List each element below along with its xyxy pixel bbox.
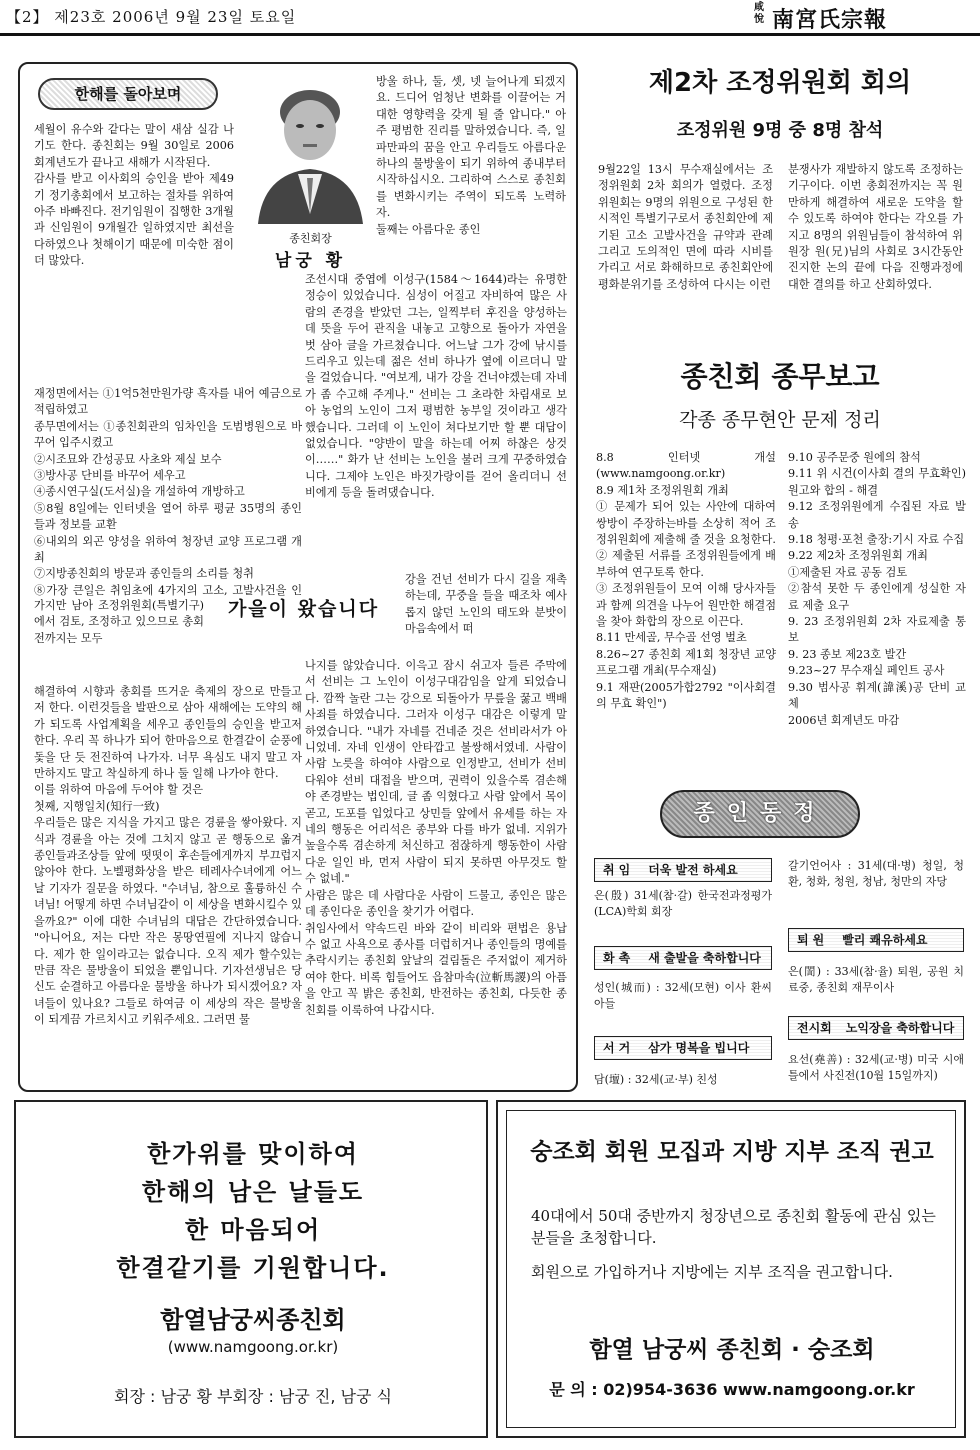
news-box-appointment xyxy=(594,858,772,882)
essay-column-1a xyxy=(34,122,234,384)
paragraph: 가지만 남아 조정위원회(특별기구)에서 검토, 조정하고 있으므로 총회전까지는 모두 xyxy=(34,599,204,645)
news-value: 새 출발을 축하합니다 xyxy=(648,951,761,965)
author-name: 남궁 황 xyxy=(274,251,347,271)
essay-subtitle: 가을이 왔습니다 xyxy=(227,598,380,620)
paragraph: 첫째, 지행일치(知行一致) xyxy=(34,799,160,813)
list-item: ②참석 못한 두 종인에게 성실한 자료 제출 요구 xyxy=(788,582,966,612)
ad-recruitment-inner xyxy=(506,1110,956,1428)
ad-recruitment xyxy=(496,1100,966,1438)
portrait-image xyxy=(248,74,373,224)
list-item: ①제출된 자료 공동 검토 xyxy=(788,565,908,579)
news-text-appointment: 은(殷) 31세(참·갈) 한국전과정평가(LCA)학회 회장 xyxy=(594,889,772,919)
paragraph: 감사를 받고 이사회의 승인을 받아 제49기 정기총회에서 보고하는 절차를 위하여 아주 바빠진다. 전기임원이 집행한 3개월과 신임원이 9개월간 일하였지만 최선을 다하였으나 첫해이기 때문에 미숙한 점이 더 많았다. xyxy=(34,172,234,268)
article1-column-b: 분쟁사가 재발하지 않도록 조정하는 기구이다. 이번 총회전까지는 꼭 원만하게 해결하여 새로운 도약을 할 수 있도록 하여야 한다는 각오를 가지고 8명의 위원님들이 참석하여 위원장 원(兄)님의 사회로 3시간동안 진지한 논의 끝에 다음 진행과정에 대한 결의를 하고 산회하였다. xyxy=(788,163,963,291)
author-role: 종친회장 xyxy=(289,232,332,245)
paragraph: 조선시대 중엽에 이성구(1584～1644)라는 유명한 정승이 있었습니다. 심성이 어질고 자비하여 많은 사람의 존경을 받았던 그는, 일찍부터 후진을 양성하는 데 뜻을 두어 관직을 내놓고 고향으로 돌아가 자연을 벗 삼아 글을 가르쳤습니다. 어느날 그가 강에 낚시를 드리우고 있는데 젊은 선비 하나가 옆에 이르더니 말을 걸었습니다. "여보게, 내가 강을 건너야겠는데 자네가 좀 수고해 주게나." 선비는 그 초라한 차림새로 보아 농업의 노인이 그저 평범한 농부일 것이라고 생각했습니다. 그러데 이 노인이 쳐다보기만 할 뿐 대답이 없었습니다. "양반이 말을 하는데 어찌 하찮은 상것이……" 화가 난 선비는 노인을 불러 크게 꾸중하였습니다. 그제야 노인은 바짓가랑이를 걷어 올리더니 선비에게 등을 돌려댔습니다. xyxy=(305,273,567,500)
essay-box xyxy=(18,62,578,1092)
ad-paragraph: 회원으로 가입하거나 지방에는 지부 조직을 권고합니다. xyxy=(531,1263,893,1281)
news-box-obituary xyxy=(594,1036,772,1060)
news-value: 빨리 쾌유하세요 xyxy=(842,933,928,947)
paragraph: ④종시연구실(도서실)을 개설하여 개방하고 xyxy=(34,485,245,499)
paragraph: 우리들은 많은 지식을 가지고 많은 경륜을 쌓아왔다. 지식과 경륜을 아는 것에 그치지 않고 곧 행동으로 옮겨 종인들과조상들 앞에 떳떳이 후손들에게까지 부끄럽지 않아야 한다. 노벨평화상을 받은 테레사수녀에게 어느날 기자가 질문을 하였다. "수녀님, 참으로 훌륭하신 수녀님! 어떻게 하면 수녀님같이 이 세상을 변화시킬수 있을까요?" 이에 대한 수녀님의 대답은 간단하였습니다. "아니어요, 저는 다만 작은 몽땅연필에 지나지 않습니다. 제가 한 일이라고는 없습니다. 오직 제가 할수있는 만큼 작은 물방울이 되었을 뿐입니다. 기자선생님은 당신도 순결하고 아름다운 물방울 하나가 되시겠어요? 자녀들이 있나요? 그들로 하여금 이 세상의 작은 물방울이 되게끔 가르치시고 키워주세요. 그러면 물 xyxy=(34,816,302,1027)
ad-officers: 회장 : 남궁 황 부회장 : 남궁 진, 남궁 식 xyxy=(113,1387,393,1406)
news-box-wedding xyxy=(594,946,772,970)
paragraph: 방울 하나, 둘, 셋, 넷 늘어나게 되겠지요. 드디어 엄청난 변화를 이끌어는 거대한 영향력을 갖게 될 줄 압니다." 아주 평범한 진리를 말하였습니다. 즉, 일파만파의 꿈을 안고 우리들도 아름다운 하나의 물방울이 되기 위하여 종내부터 시작하십시오. 그리하여 스스로 종친회를 변화시키는 주역이 되도록 노력하자. xyxy=(376,75,566,220)
list-item: ② 제출된 서류를 조정위원들에게 배부하여 연구토록 한다. xyxy=(596,549,776,579)
essay-column-2a xyxy=(376,74,566,270)
list-item: 9. 23 종보 제23호 발간 xyxy=(788,647,907,661)
news-key: 전시회 xyxy=(797,1021,832,1035)
news-text-exhibition: 요선(堯善) : 32세(교·병) 미국 시애틀에서 사진전(10월 15일까지) xyxy=(788,1053,964,1083)
issue-info: 【2】 제23호 2006년 9월 23일 토요일 xyxy=(6,8,297,26)
essay-label: 한해를 돌아보며 xyxy=(38,78,218,110)
news-box-discharge xyxy=(788,928,964,952)
list-item: 9.12 조정위원에게 수집된 자료 발송 xyxy=(788,500,966,530)
article2-column-a xyxy=(596,450,776,775)
paragraph: ⑧가장 큰일은 취임초에 4가지의 고소, 고발사건을 인 xyxy=(34,583,302,597)
ad-paragraph: 40대에서 50대 중반까지 청장년으로 종친회 활동에 관심 있는 분들을 초청합니다. xyxy=(531,1207,936,1247)
list-item: 9.30 범사공 휘계(諱溪)공 단비 교체 xyxy=(788,680,966,711)
list-item: 9.1 재판(2005가합2792 "이사회결의 무효 확인") xyxy=(596,680,776,711)
article2-subtitle: 각종 종무현안 문제 정리 xyxy=(679,409,881,431)
paragraph: 세월이 유수와 같다는 말이 새삼 실감 나기도 한다. 종친회는 9월 30일로 2006 회계년도가 끝나고 새해가 시작된다. xyxy=(34,123,234,169)
author-photo xyxy=(248,74,373,224)
paragraph: ⑤8월 8일에는 인터넷을 열어 하루 평균 35명의 종인들과 정보를 교환 xyxy=(34,501,302,532)
ad-organization: 함열 남궁씨 종친회 · 숭조회 xyxy=(589,1337,875,1363)
news-value: 노익장을 축하합니다 xyxy=(845,1021,955,1035)
ad-organization: 함열남궁씨종친회 xyxy=(160,1306,346,1334)
article1-column-a: 9월22일 13시 무수재실에서는 조정위원회 2차 회의가 열렸다. 조정위원회는 9명의 위원으로 구성된 한시적인 특별기구로서 종친회안에 제기된 고소 고발사건을 규약과 관례 그리고 도의적인 면에 따라 시비를 가리고 서로 화해하므로 종친회안에 평화분위기를 조성하여 다시는 이런 xyxy=(598,163,773,291)
paragraph: 강을 건넌 선비가 다시 길을 재촉하는데, 꾸중을 들을 때조차 예사롭지 않던 노인의 태도와 분밧이 마음속에서 떠 xyxy=(405,573,567,636)
essay-column-2c xyxy=(405,572,567,658)
list-item: 9.23~27 무수재실 페인트 공사 xyxy=(788,664,945,678)
ad-line: 한가위를 맞이하여 xyxy=(147,1140,359,1168)
ad-title: 숭조회 회원 모집과 지방 지부 조직 권고 xyxy=(530,1139,934,1165)
news-key: 화촉 xyxy=(603,951,635,965)
news-value: 더욱 발전 하세요 xyxy=(648,863,738,877)
list-item: 9.18 청평·포천 출장:기시 자료 수집 xyxy=(788,533,965,547)
ad-contact: 문 의 : 02)954-3636 www.namgoong.or.kr xyxy=(549,1380,915,1399)
article1-title: 제2차 조정위원회 회의 xyxy=(648,68,912,98)
paragraph: 이를 위하여 마음에 두어야 할 것은 xyxy=(34,783,204,797)
list-item: ③ 조정위원들이 모여 이해 당사자들과 함께 의견을 나누어 원만한 해결점을 찾아 화합의 장으로 이끈다. xyxy=(596,582,776,629)
essay-column-1c xyxy=(34,598,204,684)
paragraph: ②시조묘와 간성공묘 사초와 제실 보수 xyxy=(34,452,222,466)
ad-line: 한해의 남은 날들도 xyxy=(141,1178,365,1206)
ad-url: (www.namgoong.or.kr) xyxy=(167,1338,339,1356)
paragraph: ⑥내외의 외곤 양성을 위하여 청장년 교양 프로그램 개최 xyxy=(34,534,302,565)
paragraph: 나지를 않았습니다. 이윽고 잠시 쉬고자 들른 주막에서 선비는 그 노인이 이성구대감임을 알게 되었습니다. 깜짝 놀란 그는 강으로 되돌아가 무릎을 꿇고 백배 사죄를 하였습니다. 그러자 이성구 대감은 이렇게 말하였습니다. "내가 자네를 건네준 것은 선비라서가 아니었네. 자네 인생이 안타깝고 불쌍해서였네. 사람이 사람 노릇을 하여야 사람으로 인정받고, 선비가 선비다워야 선비 대접을 받으며, 권력이 있을수록 겸손해야 존경받는 법인데, 글 좀 익혔다고 사람 앞에서 목이 곧고, 도포를 입었다고 상민들 앞에서 유세를 하는 자네의 행동은 어리석은 종부와 다를 바가 없네. 지위가 높을수록 겸손하게 처신하고 점잖하게 행동한이 사람다운 일인 바, 먼저 사람이 되지 못하면 아무것도 할 수 없네." xyxy=(305,659,567,886)
list-item: 9. 23 조정위원회 2차 자료제출 통보 xyxy=(788,615,966,645)
list-item: 8.26~27 종친회 제1회 청장년 교양 프로그램 개최(무수재실) xyxy=(596,647,776,678)
news-key: 서거 xyxy=(603,1041,635,1055)
news-text-condolence: 갈기언어사 : 31세(대·병) 청일, 청환, 청화, 청원, 청남, 청만의 자당 xyxy=(788,859,964,889)
list-item: 9.11 위 시건(이사회 결의 무효확인) 원고와 합의 - 해결 xyxy=(788,467,966,497)
list-item: 9.10 공주문중 원에의 참석 xyxy=(788,451,921,464)
article2-title: 종친회 종무보고 xyxy=(680,360,880,393)
essay-column-1b xyxy=(34,386,302,598)
list-item: 9.22 제2차 조정위원회 개최 xyxy=(788,549,928,563)
ad-chuseok-greeting xyxy=(14,1100,488,1438)
paragraph: 둘째는 아름다운 종인 xyxy=(376,222,481,236)
news-text-wedding: 성인(城而) : 32세(모현) 이사 환씨 아들 xyxy=(594,981,772,1011)
news-key: 퇴원 xyxy=(797,933,829,947)
essay-column-2d xyxy=(305,658,567,1084)
paragraph: ③방사공 단비를 바꾸어 세우고 xyxy=(34,469,186,483)
news-box-exhibition xyxy=(788,1016,964,1040)
article1-subtitle: 조정위원 9명 중 8명 참석 xyxy=(676,120,884,141)
list-item: 8.9 제1차 조정위원회 개최 xyxy=(596,483,729,497)
list-item: ① 문제가 되어 있는 사안에 대하여 쌍방이 주장하는바를 소상히 적어 조정위원회에 제출해 줄 것을 요청한다. xyxy=(596,500,776,547)
paragraph: 재정면에서는 ①1억5천만원가량 흑자를 내어 예금으로 적립하였고 xyxy=(34,387,302,417)
paragraph: 취임사에서 약속드린 바와 같이 비리와 편법은 용납 수 없고 사욕으로 종사를 더럽히거나 종인들의 명예를 추락시키는 종친회 앞날의 걸림돌은 주저없이 제거하여야 한다. 비록 힘들어도 읍참마속(泣斬馬謖)의 아픔을 안고 꼭 밝은 종친회, 반전하는 종친회, 다듯한 종친회를 이룩하여 나갑시다. xyxy=(305,921,567,1017)
essay-column-1d xyxy=(34,684,302,1084)
paragraph: 사람은 많은 데 사람다운 사람이 드물고, 종인은 많은 데 종인다운 종인을 찾기가 어렵다. xyxy=(305,888,567,919)
news-text-obituary: 담(壇) : 32세(교·부) 친성 xyxy=(594,1073,718,1086)
header-rule xyxy=(0,33,980,36)
masthead-seal: 咸悅 xyxy=(754,2,764,25)
list-item: 2006년 회계년도 마감 xyxy=(788,713,900,727)
ad-line: 한 마음되어 xyxy=(184,1216,322,1244)
essay-column-2b xyxy=(305,272,567,572)
paragraph: ⑦지방종친회의 방문과 종인들의 소리를 청취 xyxy=(34,567,254,581)
paragraph: 해결하여 시향과 총회를 뜨거운 축제의 장으로 만들고저 한다. 이런것들을 발판으로 삼아 새해에는 도약의 해가 되도록 사업계획을 세우고 종인들의 승인을 받고저 한다. 우리 꼭 하나가 되어 한마음으로 한결같이 순풍에 돛을 단 듯 전진하여 나가자. 너무 욕심도 내지 말고 자만하지도 말고 착실하게 하나 둘 일해 나가야 한다. xyxy=(34,685,302,781)
paragraph: 종무면에서는 ①종친회관의 임차인을 도범병원으로 바꾸어 입주시켰고 xyxy=(34,419,302,450)
list-item: 8.8 인터넷 개설(www.namgoong.or.kr) xyxy=(596,451,776,481)
list-item: 8.11 만세골, 무수골 선영 벌초 xyxy=(596,631,747,645)
ad-line: 한결같기를 기원합니다. xyxy=(116,1254,390,1282)
news-text-discharge: 은(誾) : 33세(참·율) 퇴원, 공원 치료중, 종친회 재무이사 xyxy=(788,965,964,995)
page-header xyxy=(0,0,980,38)
masthead-title: 南宮氏宗報 xyxy=(772,7,888,33)
news-value: 삼가 명복을 빕니다 xyxy=(648,1041,750,1055)
article2-column-b xyxy=(788,450,966,775)
news-key: 취임 xyxy=(603,863,635,877)
news-badge: 종인동정 xyxy=(660,790,860,838)
